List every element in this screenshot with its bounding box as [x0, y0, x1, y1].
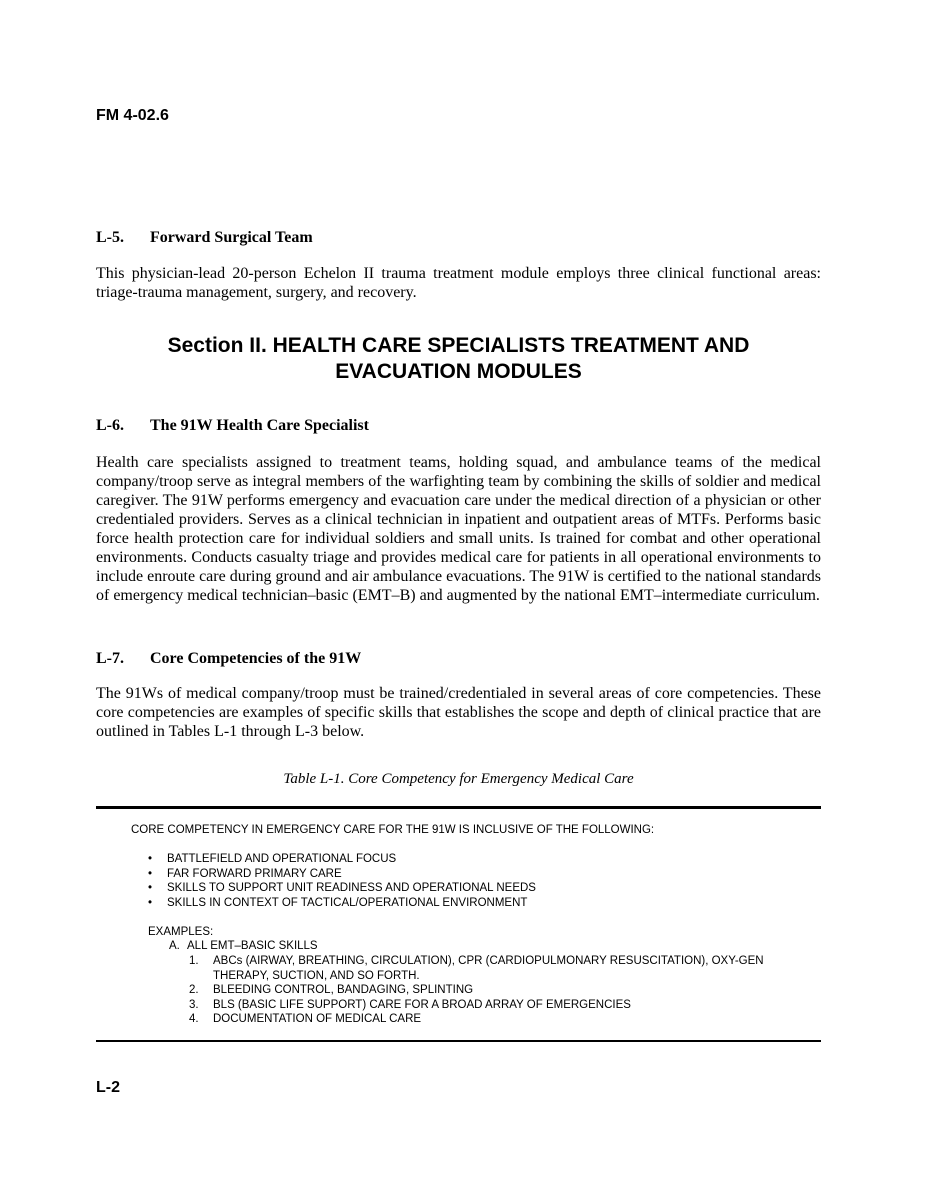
section-heading-l6	[96, 417, 369, 435]
list-item-text: ABCs (AIRWAY, BREATHING, CIRCULATION), CPR (CARDIOPULMONARY RESUSCITATION), OXY-GEN THERAPY, SUCTION, AND SO FORTH.	[213, 955, 764, 982]
section-title-text: The 91W Health Care Specialist	[150, 417, 369, 434]
section-title-text: Core Competencies of the 91W	[150, 650, 362, 667]
list-item: • BATTLEFIELD AND OPERATIONAL FOCUS	[147, 852, 807, 867]
paragraph-l6: Health care specialists assigned to treatment teams, holding squad, and ambulance teams of the medical company/troop serve as integral members of the warfighting team by combining the skills of soldier and medical caregiver. The 91W performs emergency and evacuation care under the medical direction of a physician or other credentialed providers. Serves as a clinical technician in inpatient and outpatient areas of MTFs. Performs basic force health protection care for individual soldiers and small units. Is trained for combat and other operational environments. Conducts casualty triage and provides medical care for patients in all operational environments to include enroute care during ground and air ambulance evacuations. The 91W is certified to the national standards of emergency medical technician–basic (EMT–B) and augmented by the national EMT–intermediate curriculum.	[96, 454, 821, 604]
competency-bullet-list	[147, 852, 807, 910]
list-marker: 1.	[189, 955, 199, 967]
section-number: L-5.	[96, 229, 124, 246]
example-item-list	[189, 954, 789, 1027]
table-bottom-rule	[96, 1040, 821, 1042]
section-ii-title	[96, 333, 821, 385]
list-item: • SKILLS TO SUPPORT UNIT READINESS AND OPERATIONAL NEEDS	[147, 881, 807, 896]
section-heading-l7	[96, 650, 361, 668]
list-item	[189, 998, 789, 1013]
section-title-line-1: Section II. HEALTH CARE SPECIALISTS TREATMENT AND	[167, 334, 750, 357]
list-marker: 3.	[189, 998, 199, 1011]
paragraph-l7: The 91Ws of medical company/troop must be trained/credentialed in several areas of core competencies. These core competencies are examples of specific skills that establishes the scope and depth of clinical practice that are outlined in Tables L-1 through L-3 below.	[96, 685, 821, 740]
table-intro: CORE COMPETENCY IN EMERGENCY CARE FOR THE 91W IS INCLUSIVE OF THE FOLLOWING:	[131, 824, 655, 836]
section-number: L-7.	[96, 650, 124, 667]
list-item-text: BLEEDING CONTROL, BANDAGING, SPLINTING	[213, 984, 474, 996]
section-title-line-2: EVACUATION MODULES	[335, 360, 582, 383]
page-number: L-2	[96, 1079, 120, 1096]
table-caption: Table L-1. Core Competency for Emergency Medical Care	[283, 771, 634, 787]
section-number: L-6.	[96, 417, 124, 434]
examples-label: EXAMPLES:	[148, 926, 214, 938]
list-marker: 2.	[189, 984, 199, 996]
document-id-header: FM 4-02.6	[96, 107, 169, 124]
list-item	[189, 1012, 789, 1027]
list-marker: 4.	[189, 1013, 199, 1025]
list-item-text: DOCUMENTATION OF MEDICAL CARE	[213, 1013, 422, 1025]
list-item: • SKILLS IN CONTEXT OF TACTICAL/OPERATIONAL ENVIRONMENT	[147, 896, 807, 911]
list-marker: A.	[169, 940, 180, 952]
section-heading-l5	[96, 229, 313, 247]
list-item: • FAR FORWARD PRIMARY CARE	[147, 867, 807, 882]
paragraph-l5: This physician-lead 20-person Echelon II trauma treatment module employs three clinical functional areas: triage-trauma management, surgery, and recovery.	[96, 265, 821, 301]
table-top-rule	[96, 806, 821, 809]
list-item	[189, 983, 789, 998]
section-title-text: Forward Surgical Team	[150, 229, 313, 246]
list-item-text: BLS (BASIC LIFE SUPPORT) CARE FOR A BROAD ARRAY OF EMERGENCIES	[213, 998, 631, 1011]
example-group-label: ALL EMT–BASIC SKILLS	[187, 940, 318, 952]
example-group-a	[169, 939, 787, 954]
list-item	[189, 954, 789, 983]
